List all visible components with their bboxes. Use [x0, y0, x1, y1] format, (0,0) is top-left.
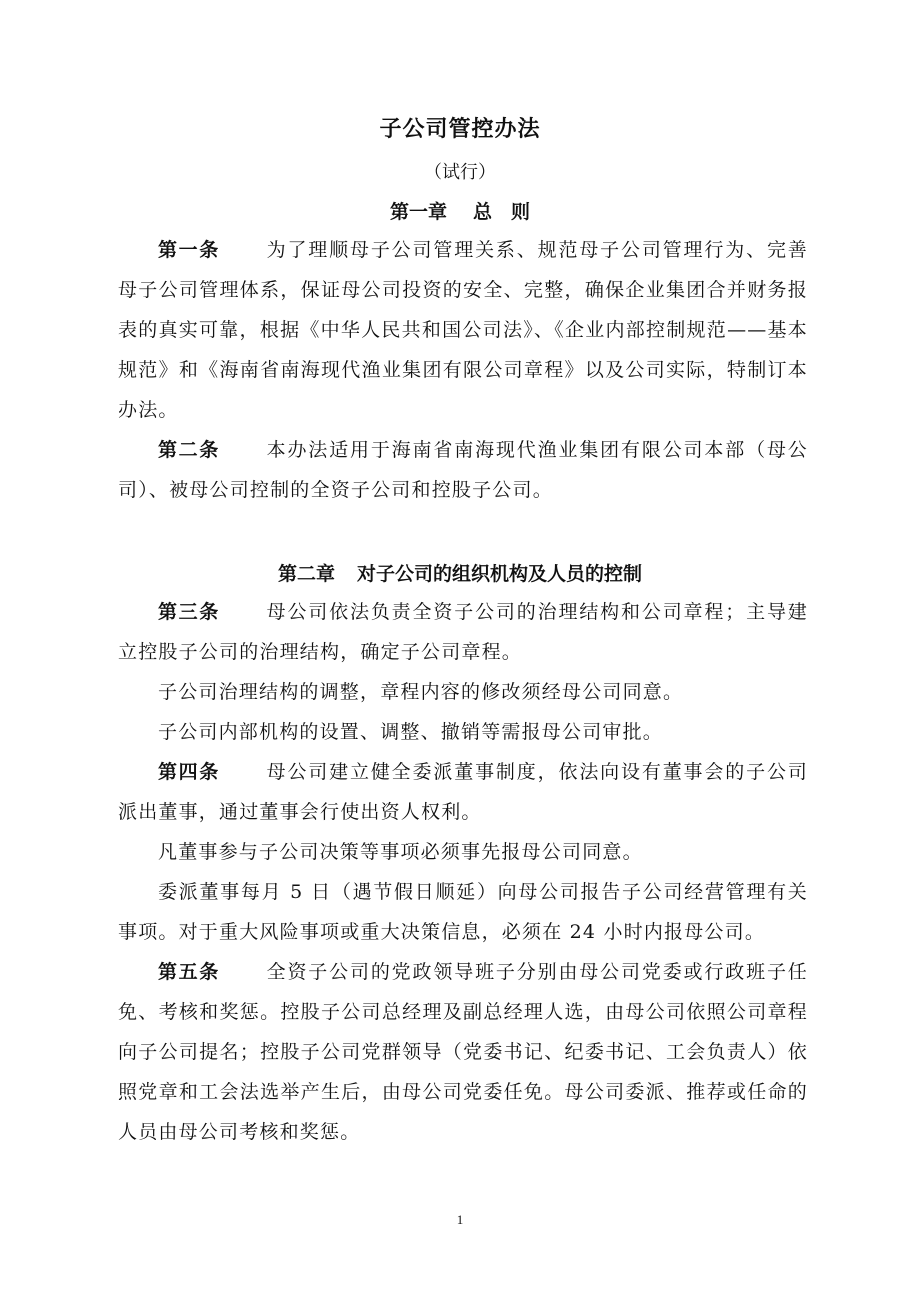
article-5 [118, 952, 808, 1152]
article-2-text: 本办法适用于海南省南海现代渔业集团有限公司本部（母公司）、被母公司控制的全资子公司和控股子公司。 [118, 439, 808, 501]
article-2-label: 第二条 [158, 439, 220, 461]
article-1-label: 第一条 [158, 239, 220, 261]
article-5-text: 全资子公司的党政领导班子分别由母公司党委或行政班子任免、考核和奖惩。控股子公司总经理及副总经理人选，由母公司依照公司章程向子公司提名；控股子公司党群领导（党委书记、纪委书记、工会负责人）依照党章和工会法选举产生后，由母公司党委任免。母公司委派、推荐或任命的人员由母公司考核和奖惩。 [118, 961, 808, 1143]
chapter-1-name: 总 则 [473, 201, 531, 223]
article-1 [118, 230, 808, 430]
article-3 [118, 592, 808, 672]
chapter-1-body [118, 230, 808, 510]
article-4-paragraph-2: 凡董事参与子公司决策等事项必须事先报母公司同意。 [158, 841, 643, 863]
article-2 [118, 430, 808, 510]
article-4-label: 第四条 [158, 761, 220, 783]
article-3-label: 第三条 [158, 601, 220, 623]
article-5-label: 第五条 [158, 961, 220, 983]
article-4 [118, 752, 808, 832]
chapter-2-name: 对子公司的组织机构及人员的控制 [357, 563, 643, 585]
article-3-paragraph-3: 子公司内部机构的设置、调整、撤销等需报母公司审批。 [158, 721, 664, 743]
document-subtitle: （试行） [424, 162, 496, 183]
article-3-text: 母公司依法负责全资子公司的治理结构和公司章程；主导建立控股子公司的治理结构，确定子公司章程。 [118, 601, 808, 663]
chapter-1-number: 第一章 [389, 201, 447, 223]
chapter-1-heading [0, 197, 920, 224]
page-number: 1 [456, 1212, 464, 1227]
chapter-2-number: 第二章 [277, 563, 335, 585]
article-3-paragraph-2: 子公司治理结构的调整，章程内容的修改须经母公司同意。 [158, 681, 684, 703]
document-title: 子公司管控办法 [379, 116, 541, 142]
article-1-text: 为了理顺母子公司管理关系、规范母子公司管理行为、完善母子公司管理体系，保证母公司投资的安全、完整，确保企业集团合并财务报表的真实可靠，根据《中华人民共和国公司法》、《企业内部控制规范——基本规范》和《海南省南海现代渔业集团有限公司章程》以及公司实际，特制订本办法。 [118, 239, 808, 421]
article-4-text: 母公司建立健全委派董事制度，依法向设有董事会的子公司派出董事，通过董事会行使出资人权利。 [118, 761, 808, 823]
article-4-paragraph-3: 委派董事每月 5 日（遇节假日顺延）向母公司报告子公司经营管理有关事项。对于重大风险事项或重大决策信息，必须在 24 小时内报母公司。 [118, 881, 808, 943]
chapter-2-body [118, 592, 808, 1152]
chapter-2-heading [0, 559, 920, 586]
